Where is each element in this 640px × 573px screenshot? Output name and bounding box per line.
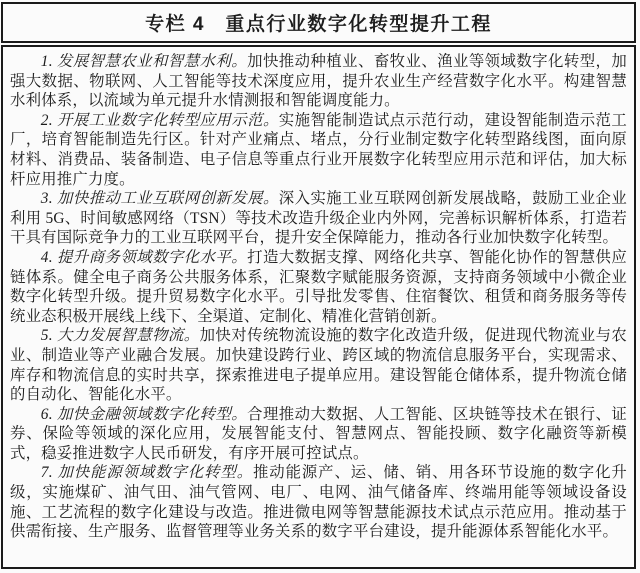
paragraph-text: 加快对传统物流设施的数字化改造升级，促进现代物流业与农业、制造业等产业融合发展。加快建设跨行业、跨区域的物流信息服务平台，实现需求、库存和物流信息的实时共享，探索推进电子提单应用。建设智能仓储体系，提升物流仓储的自动化、智能化水平。 [10,327,627,404]
paragraph-lead: 6. 加快金融领域数字化转型。 [40,405,248,423]
paragraph-text: 合理推动大数据、人工智能、区块链等技术在银行、证券、保险等领域的深化应用，发展智能支付、智慧网点、智能投顾、数字化融资等新模式，稳妥推进数字人民币研发，有序开展可控试点。 [10,405,627,462]
paragraph-text: 打造大数据支撑、网络化共享、智能化协作的智慧供应链体系。健全电子商务公共服务体系，汇聚数字赋能服务资源，支持商务领域中小微企业数字化转型升级。提升贸易数字化水平。引导批发零售、住宿餐饮、租赁和商务服务等传统业态积极开展线上线下、全渠道、定制化、精准化营销创新。 [10,248,627,325]
paragraph [10,405,627,464]
paragraph [10,189,627,248]
paragraph-lead: 1. 发展智慧农业和智慧水利。 [40,53,248,70]
paragraph-text: 推动能源产、运、储、销、用各环节设施的数字化升级，实施煤矿、油气田、油气管网、电厂、电网、油气储备库、终端用能等领域设备设施、工艺流程的数字化建设与改造。推进微电网等智慧能源技术试点示范应用。推动基于供需衔接、生产服务、监督管理等业务关系的数字平台建设，提升能源体系智能化水平。 [10,464,627,541]
paragraph [10,463,627,541]
column-title-box [1,2,636,43]
paragraph-list [10,52,627,542]
column-title: 专栏 4 重点行业数字化转型提升工程 [145,14,492,35]
paragraph [10,326,627,404]
paragraph [10,52,627,111]
paragraph-text: 加快推动种植业、畜牧业、渔业等领域数字化转型，加强大数据、物联网、人工智能等技术深度应用，提升农业生产经营数字化水平。构建智慧水利体系，以流域为单元提升水情测报和智能调度能力。 [10,53,627,110]
paragraph-lead: 5. 大力发展智慧物流。 [40,327,200,345]
paragraph-lead: 3. 加快推动工业互联网创新发展。 [40,190,279,208]
paragraph-text: 深入实施工业互联网创新发展战略，鼓励工业企业利用 5G、时间敏感网络（TSN）等技术改造升级企业内外网，完善标识解析体系，打造若干具有国际竞争力的工业互联网平台，提升安全保障能力，推动各行业加快数字化转型。 [10,190,627,247]
column-body-box [1,45,636,569]
paragraph-lead: 2. 开展工业数字化转型应用示范。 [40,111,279,129]
paragraph [10,248,627,326]
paragraph-text: 实施智能制造试点示范行动，建设智能制造示范工厂，培育智能制造先行区。针对产业痛点、堵点，分行业制定数字化转型路线图，面向原材料、消费品、装备制造、电子信息等重点行业开展数字化转型应用示范和评估，加大标杆应用推广力度。 [10,111,627,188]
paragraph [10,111,627,189]
paragraph-lead: 7. 加快能源领域数字化转型。 [40,464,253,482]
paragraph-lead: 4. 提升商务领域数字化水平。 [40,248,248,266]
